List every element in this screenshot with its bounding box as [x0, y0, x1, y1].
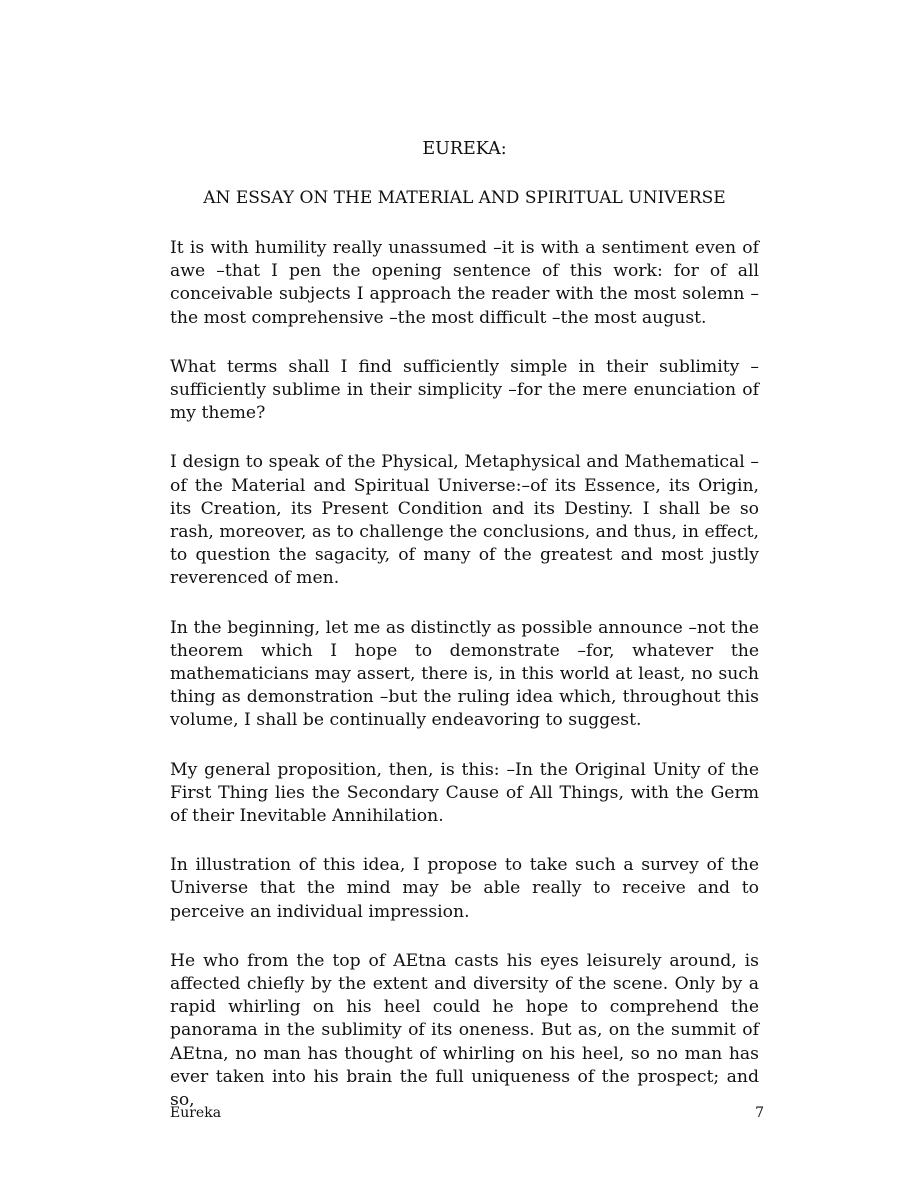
- page-subtitle: AN ESSAY ON THE MATERIAL AND SPIRITUAL UNIVERSE: [203, 188, 726, 208]
- paragraph: What terms shall I find sufficiently simple in their sublimity –sufficiently sublime in their simplicity –for the mere enunciation of my theme?: [170, 356, 759, 424]
- page-title: EUREKA:: [422, 139, 507, 159]
- paragraph: In the beginning, let me as distinctly as possible announce –not the theorem which I hope to demonstrate –for, whatever the mathematicians may assert, there is, in this world at least, no such thing as demonstration –but the ruling idea which, throughout this volume, I shall be continually endeavoring to suggest.: [170, 617, 759, 731]
- paragraph: My general proposition, then, is this: –In the Original Unity of the First Thing lies the Secondary Cause of All Things, with the Germ of their Inevitable Annihilation.: [170, 759, 759, 827]
- paragraph: I design to speak of the Physical, Metaphysical and Mathematical –of the Material and Spiritual Universe:–of its Essence, its Origin, its Creation, its Present Condition and its Destiny. I shall be so rash, moreover, as to challenge the conclusions, and thus, in effect, to question the sagacity, of many of the greatest and most justly reverenced of men.: [170, 452, 759, 589]
- page-number: 7: [755, 1105, 764, 1121]
- running-title: Eureka: [170, 1105, 222, 1121]
- paragraph: It is with humility really unassumed –it is with a sentiment even of awe –that I pen the opening sentence of this work: for of all conceivable subjects I approach the reader with the most solemn –the most comprehensive –the most difficult –the most august.: [170, 238, 759, 328]
- document-page: [170, 0, 759, 1200]
- paragraph: He who from the top of AEtna casts his eyes leisurely around, is affected chiefly by the extent and diversity of the scene. Only by a rapid whirling on his heel could he hope to comprehend the panorama in the sublimity of its oneness. But as, on the summit of AEtna, no man has thought of whirling on his heel, so no man has ever taken into his brain the full uniqueness of the prospect; and so,: [170, 950, 759, 1111]
- document-body: [170, 237, 759, 1138]
- paragraph: In illustration of this idea, I propose to take such a survey of the Universe that the mind may be able really to receive and to perceive an individual impression.: [170, 855, 759, 922]
